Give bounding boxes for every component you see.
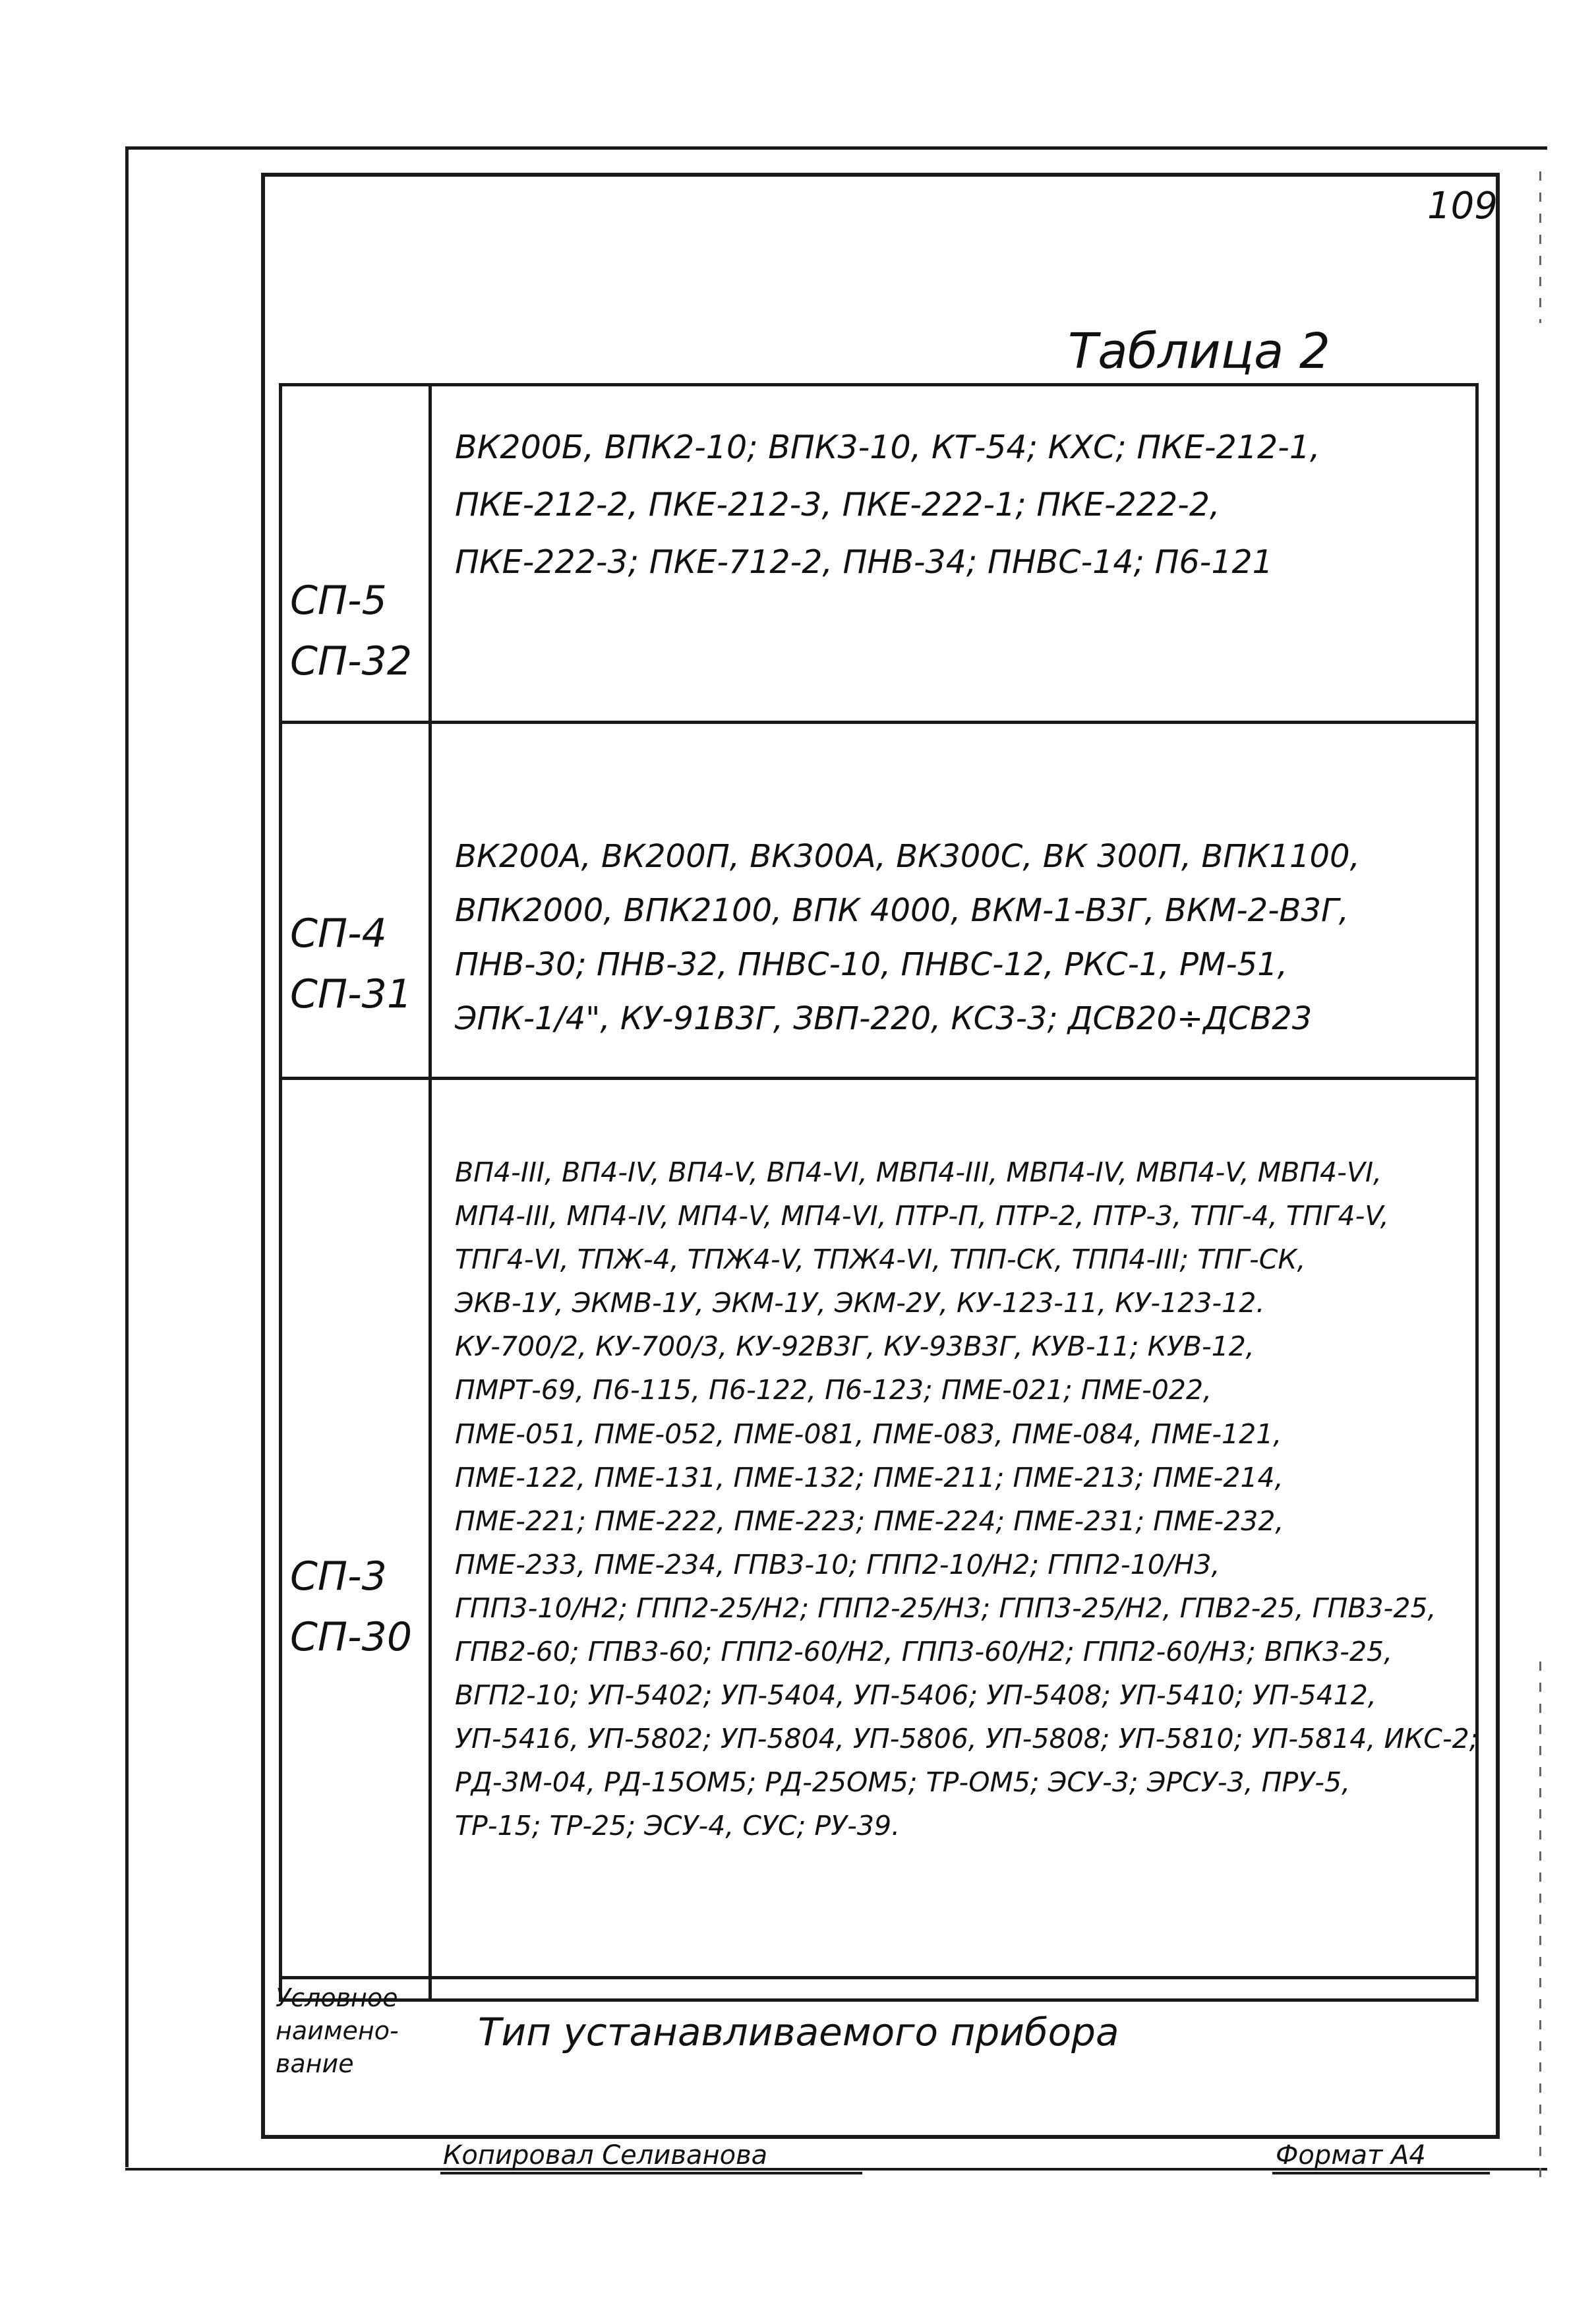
device-line: ВК200А, ВК200П, ВК300А, ВК300С, ВК 300П, ВПК1100, bbox=[455, 838, 1360, 875]
device-line: ЭПК-1/4", КУ-91В3Г, ЗВП-220, КС3-3; ДСВ20÷ДСВ23 bbox=[455, 1000, 1313, 1037]
device-line: ПМЕ-233, ПМЕ-234, ГПВ3-10; ГПП2-10/Н2; ГПП2-10/Н3, bbox=[455, 1548, 1220, 1580]
device-line: ПМРТ-69, П6-115, П6-122, П6-123; ПМЕ-021; ПМЕ-022, bbox=[455, 1374, 1212, 1406]
footer-format: Формат А4 bbox=[1276, 2140, 1426, 2171]
row-devices-sp4-sp31 bbox=[455, 829, 1463, 1046]
table-title: Таблица 2 bbox=[1068, 323, 1330, 380]
column-header-device-type: Тип устанавливаемого прибора bbox=[478, 2010, 1119, 2054]
device-line: КУ-700/2, КУ-700/3, КУ-92В3Г, КУ-93В3Г, КУВ-11; КУВ-12, bbox=[455, 1331, 1255, 1363]
device-line: ВПК2000, ВПК2100, ВПК 4000, ВКМ-1-В3Г, ВКМ-2-В3Г, bbox=[455, 892, 1349, 929]
device-line: ПКЕ-222-3; ПКЕ-712-2, ПНВ-34; ПНВС-14; П6-121 bbox=[455, 543, 1273, 581]
footer-underline bbox=[440, 2172, 862, 2174]
device-line: ВГП2-10; УП-5402; УП-5404, УП-5406; УП-5408; УП-5410; УП-5412, bbox=[455, 1679, 1376, 1712]
device-line: УП-5416, УП-5802; УП-5804, УП-5806, УП-5808; УП-5810; УП-5814, ИКС-2; bbox=[455, 1723, 1479, 1755]
device-line: РД-3М-04, РД-15ОМ5; РД-25ОМ5; ТР-ОМ5; ЭСУ-3; ЭРСУ-3, ПРУ-5, bbox=[455, 1766, 1351, 1799]
table-row-divider bbox=[279, 721, 1479, 724]
device-line: ГПВ2-60; ГПВ3-60; ГПП2-60/Н2, ГПП3-60/Н2; ГПП2-60/Н3; ВПК3-25, bbox=[455, 1636, 1393, 1668]
row-devices-sp5-sp32 bbox=[455, 419, 1463, 591]
row-devices-sp3-sp30 bbox=[455, 1151, 1479, 1848]
dashed-edge-line bbox=[1539, 1662, 1541, 2189]
device-line: ТР-15; ТР-25; ЭСУ-4, СУС; РУ-39. bbox=[455, 1810, 901, 1842]
table-row-divider bbox=[279, 1976, 1479, 1979]
device-line: ВК200Б, ВПК2-10; ВПК3-10, КТ-54; КХС; ПКЕ-212-1, bbox=[455, 429, 1320, 466]
dashed-edge-line bbox=[1539, 171, 1541, 323]
device-line: ТПГ4-VI, ТПЖ-4, ТПЖ4-V, ТПЖ4-VI, ТПП-СК, ТПП4-III; ТПГ-СК, bbox=[455, 1243, 1306, 1276]
row-codes-sp5-sp32: СП-5 СП-32 bbox=[290, 578, 413, 684]
device-line: ПМЕ-221; ПМЕ-222, ПМЕ-223; ПМЕ-224; ПМЕ-231; ПМЕ-232, bbox=[455, 1505, 1284, 1537]
device-line: МП4-III, МП4-IV, МП4-V, МП4-VI, ПТР-П, ПТР-2, ПТР-3, ТПГ-4, ТПГ4-V, bbox=[455, 1200, 1389, 1232]
table-column-divider bbox=[429, 383, 432, 2002]
page-number: 109 bbox=[1427, 185, 1498, 227]
column-header-name: Условное наимено- вание bbox=[276, 1983, 399, 2078]
row-codes-sp3-sp30: СП-3 СП-30 bbox=[290, 1553, 413, 1660]
table-row-divider bbox=[279, 1077, 1479, 1080]
footer-underline bbox=[1272, 2172, 1490, 2174]
device-line: ГПП3-10/Н2; ГПП2-25/Н2; ГПП2-25/Н3; ГПП3-25/Н2, ГПВ2-25, ГПВ3-25, bbox=[455, 1592, 1436, 1624]
footer-copied-by: Копировал Селиванова bbox=[443, 2140, 768, 2171]
device-line: ПМЕ-051, ПМЕ-052, ПМЕ-081, ПМЕ-083, ПМЕ-084, ПМЕ-121, bbox=[455, 1418, 1282, 1450]
device-line: ВП4-III, ВП4-IV, ВП4-V, ВП4-VI, МВП4-III, МВП4-IV, МВП4-V, МВП4-VI, bbox=[455, 1156, 1382, 1188]
device-line: ЭКВ-1У, ЭКМВ-1У, ЭКМ-1У, ЭКМ-2У, КУ-123-11, КУ-123-12. bbox=[455, 1287, 1265, 1319]
row-codes-sp4-sp31: СП-4 СП-31 bbox=[290, 911, 413, 1017]
device-line: ПНВ-30; ПНВ-32, ПНВС-10, ПНВС-12, РКС-1, РМ-51, bbox=[455, 946, 1287, 983]
device-line: ПКЕ-212-2, ПКЕ-212-3, ПКЕ-222-1; ПКЕ-222-2, bbox=[455, 486, 1220, 524]
device-line: ПМЕ-122, ПМЕ-131, ПМЕ-132; ПМЕ-211; ПМЕ-213; ПМЕ-214, bbox=[455, 1461, 1284, 1493]
